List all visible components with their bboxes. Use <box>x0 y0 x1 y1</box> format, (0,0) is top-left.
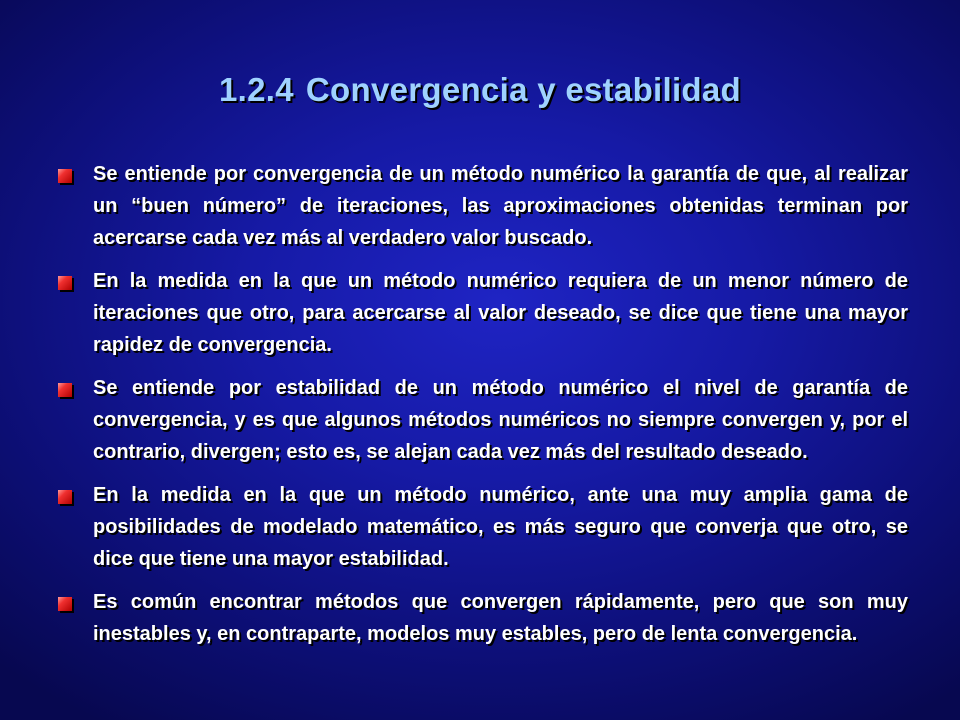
bullet-item-mayor-estabilidad <box>58 479 908 575</box>
bullet-square-icon <box>58 490 72 504</box>
slide-title-number: 1.2.4 <box>218 71 294 108</box>
bullet-item-estabilidad <box>58 372 908 468</box>
bullet-item-comun <box>58 586 908 650</box>
bullet-square-icon <box>58 597 72 611</box>
bullet-item-rapidez <box>58 265 908 361</box>
bullet-list <box>58 158 908 661</box>
bullet-text: Se entiende por estabilidad de un método numérico el nivel de garantía de convergencia, y es que algunos métodos numéricos no siempre convergen y, por el contrario, divergen; esto es, se alejan cada vez más del resultado deseado. <box>93 377 908 463</box>
bullet-text: Se entiende por convergencia de un método numérico la garantía de que, al realizar un “buen número” de iteraciones, las aproximaciones obtenidas terminan por acercarse cada vez más al verdadero valor buscado. <box>93 163 908 249</box>
bullet-text: En la medida en la que un método numérico, ante una muy amplia gama de posibilidades de modelado matemático, es más seguro que converja que otro, se dice que tiene una mayor estabilidad. <box>93 484 908 570</box>
slide-title <box>0 68 960 112</box>
bullet-square-icon <box>58 276 72 290</box>
bullet-item-convergencia <box>58 158 908 254</box>
bullet-square-icon <box>58 169 72 183</box>
bullet-text: Es común encontrar métodos que convergen rápidamente, pero que son muy inestables y, en contraparte, modelos muy estables, pero de lenta convergencia. <box>93 591 908 645</box>
bullet-text: En la medida en la que un método numérico requiera de un menor número de iteraciones que otro, para acercarse al valor deseado, se dice que tiene una mayor rapidez de convergencia. <box>93 270 908 356</box>
bullet-square-icon <box>58 383 72 397</box>
slide-title-text: Convergencia y estabilidad <box>305 71 741 108</box>
